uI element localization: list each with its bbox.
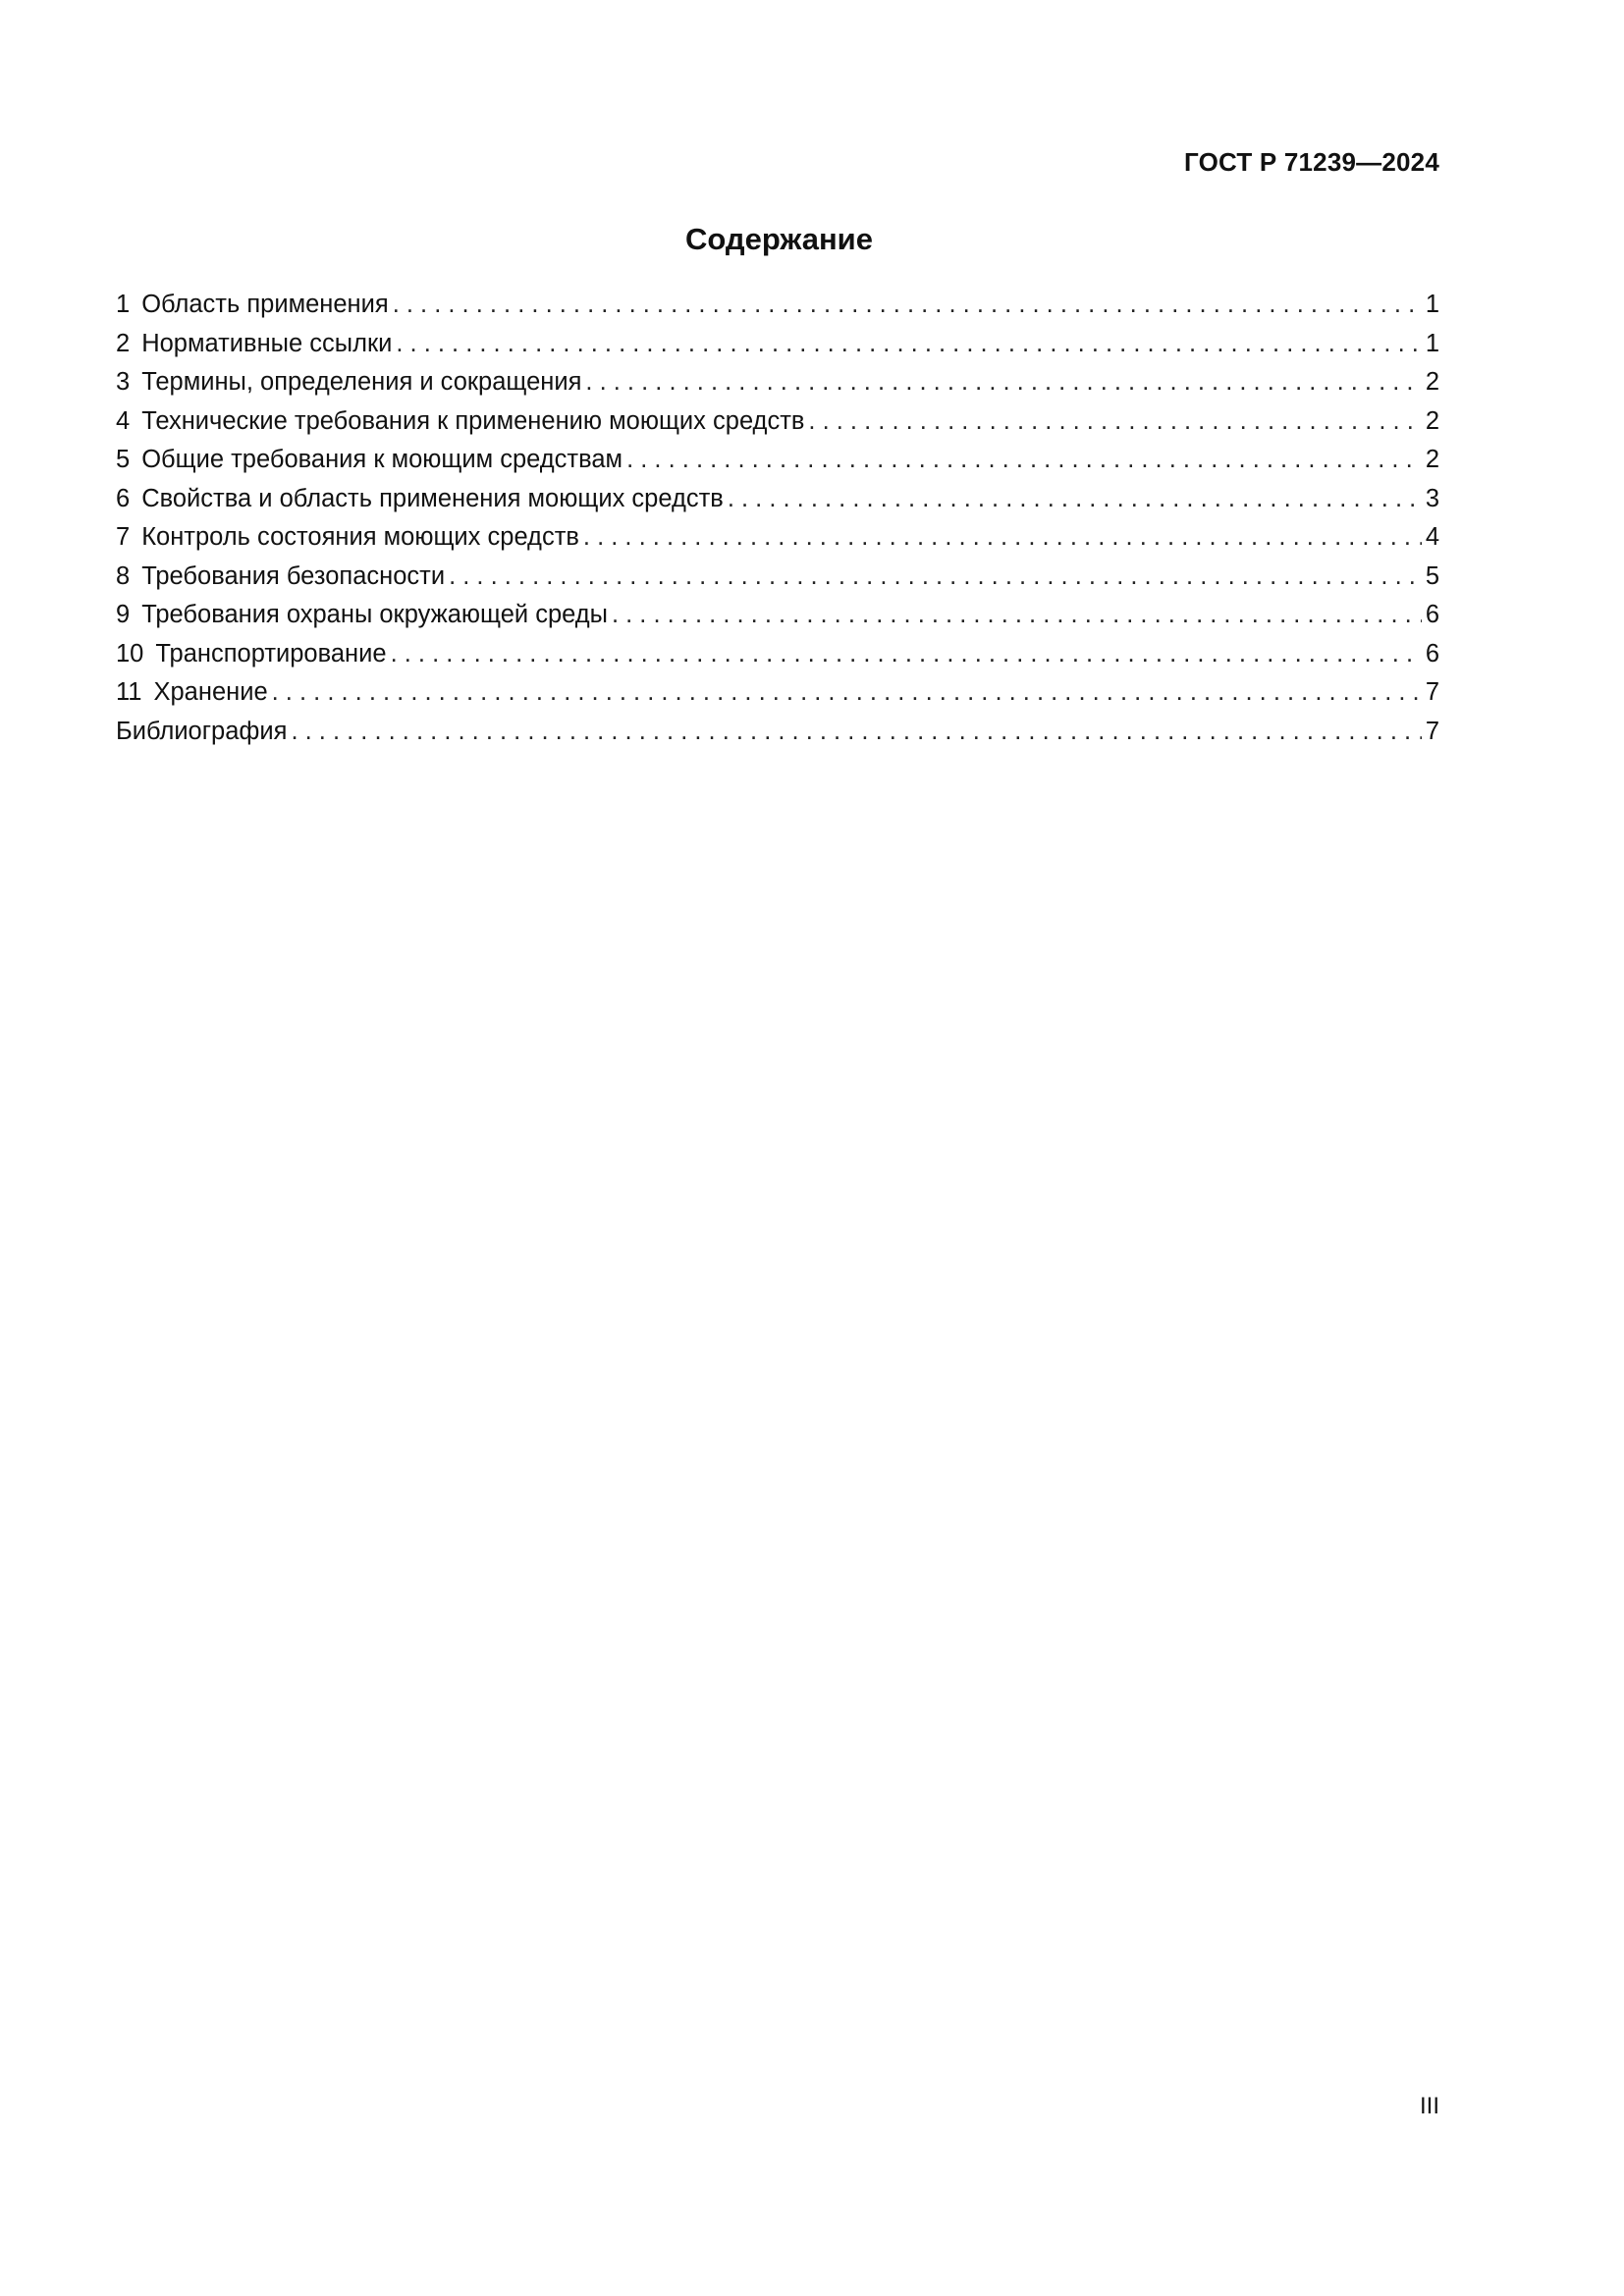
toc-entry-2[interactable]: [116, 330, 1439, 369]
toc-entry-number: 2: [116, 329, 131, 357]
toc-entry-label: [116, 291, 393, 319]
toc-entry-text: Библиография: [116, 717, 288, 745]
toc-entry-label: [116, 718, 291, 746]
toc-entry-label: [116, 523, 583, 552]
toc-entry-number: 4: [116, 406, 131, 435]
page-number: III: [1419, 2093, 1439, 2119]
toc-entry-text: Хранение: [153, 678, 268, 706]
toc-entry-number: 3: [116, 368, 131, 396]
toc-dot-leader: [396, 330, 1421, 358]
toc-dot-leader: [272, 678, 1422, 707]
toc-entry-11[interactable]: [116, 678, 1439, 718]
toc-dot-leader: [449, 562, 1422, 591]
toc-dot-leader: [291, 718, 1421, 746]
toc-entry-9[interactable]: [116, 601, 1439, 640]
toc-entry-number: 8: [116, 561, 131, 590]
toc-dot-leader: [612, 601, 1422, 629]
toc-entry-1[interactable]: [116, 291, 1439, 330]
toc-entry-5[interactable]: [116, 446, 1439, 485]
document-id: ГОСТ Р 71239—2024: [1184, 147, 1439, 177]
toc-entry-page: 2: [1425, 406, 1439, 435]
toc-dot-leader: [391, 640, 1422, 668]
toc-entry-text: Транспортирование: [155, 639, 387, 667]
toc-entry-page: 7: [1425, 678, 1439, 706]
toc-entry-number: 7: [116, 523, 131, 551]
toc-entry-7[interactable]: [116, 523, 1439, 562]
table-of-contents: [116, 291, 1439, 756]
toc-entry-10[interactable]: [116, 640, 1439, 679]
toc-entry-page: 2: [1425, 368, 1439, 396]
toc-entry-page: 1: [1425, 291, 1439, 318]
toc-entry-number: 6: [116, 484, 131, 512]
toc-entry-page: 3: [1425, 484, 1439, 512]
toc-entry-page: 4: [1425, 523, 1439, 551]
toc-entry-text: Область применения: [141, 291, 389, 318]
toc-entry-number: 9: [116, 601, 131, 628]
toc-entry-label: [116, 678, 272, 707]
toc-dot-leader: [626, 446, 1422, 474]
toc-entry-label: [116, 330, 396, 358]
toc-entry-6[interactable]: [116, 485, 1439, 524]
toc-entry-page: 6: [1425, 639, 1439, 667]
toc-entry-label: [116, 640, 391, 668]
toc-entry-number: 5: [116, 446, 131, 473]
toc-entry-text: Технические требования к применению моющих средств: [141, 406, 805, 435]
toc-entry-page: 6: [1425, 601, 1439, 628]
toc-entry-text: Нормативные ссылки: [141, 329, 393, 357]
toc-dot-leader: [393, 291, 1422, 319]
toc-entry-label: [116, 601, 612, 629]
toc-dot-leader: [585, 368, 1421, 397]
toc-entry-page: 2: [1425, 446, 1439, 473]
toc-dot-leader: [808, 407, 1421, 436]
toc-entry-text: Контроль состояния моющих средств: [141, 523, 579, 551]
toc-dot-leader: [583, 523, 1422, 552]
toc-entry-text: Термины, определения и сокращения: [141, 368, 582, 396]
toc-entry-text: Требования охраны окружающей среды: [141, 601, 608, 628]
toc-entry-label: [116, 407, 808, 436]
toc-entry-4[interactable]: [116, 407, 1439, 447]
toc-entry-8[interactable]: [116, 562, 1439, 602]
toc-dot-leader: [728, 485, 1422, 513]
toc-entry-text: Свойства и область применения моющих средств: [141, 484, 724, 512]
toc-entry-number: 10: [116, 639, 144, 667]
toc-entry-label: [116, 446, 626, 474]
toc-entry-bibliography[interactable]: [116, 718, 1439, 757]
toc-entry-label: [116, 562, 449, 591]
toc-title: Содержание: [685, 222, 873, 256]
toc-entry-text: Общие требования к моющим средствам: [141, 446, 623, 473]
toc-entry-number: 1: [116, 291, 131, 318]
toc-entry-page: 5: [1425, 561, 1439, 590]
toc-entry-text: Требования безопасности: [141, 561, 446, 590]
toc-entry-3[interactable]: [116, 368, 1439, 407]
toc-entry-page: 7: [1425, 717, 1439, 745]
toc-entry-label: [116, 368, 585, 397]
toc-entry-page: 1: [1425, 329, 1439, 357]
toc-entry-number: 11: [116, 678, 142, 706]
toc-entry-label: [116, 485, 728, 513]
